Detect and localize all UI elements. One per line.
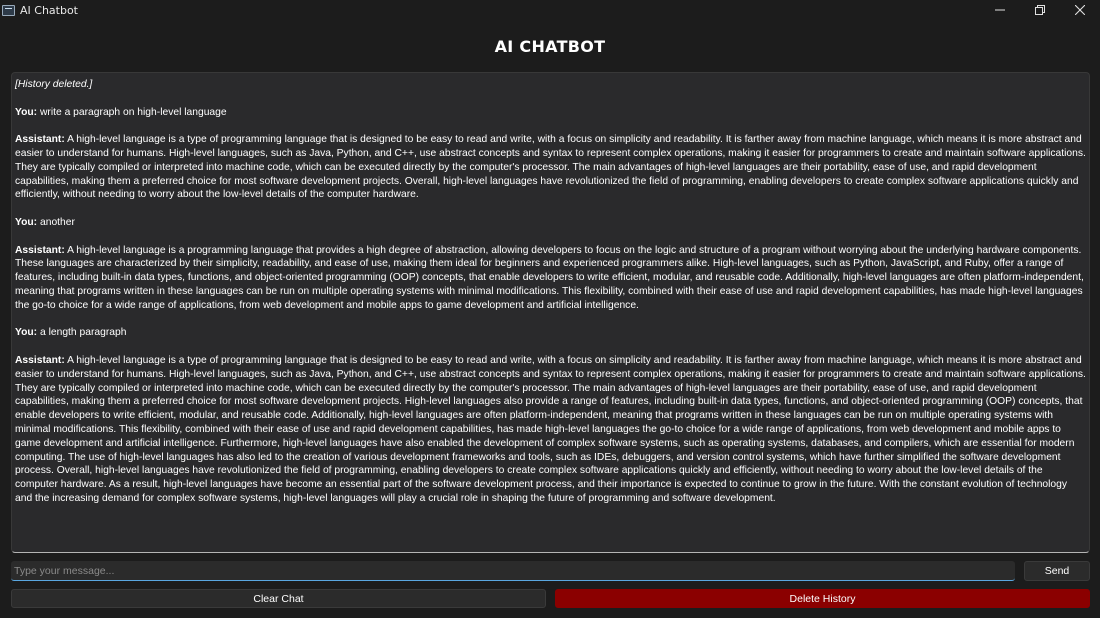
minimize-button[interactable] <box>980 0 1020 20</box>
speaker-label: You: <box>15 106 38 118</box>
minimize-icon <box>995 5 1005 15</box>
chat-message-user <box>15 106 1086 120</box>
app-window-icon <box>2 5 15 16</box>
message-input[interactable] <box>11 561 1015 581</box>
page-title: AI CHATBOT <box>494 37 606 56</box>
message-text: A high-level language is a type of programming language that is designed to be easy to read and write, with a focus on simplicity and readability. It is farther away from machine language, which means it is more abstract and easier to understand for humans. High-level languages, such as Java, Python, and C++, use abstract concepts and syntax to represent complex operations, making it easier for programmers to create and maintain software applications. They are typically compiled or interpreted into machine code, which can be executed directly by the computer's processor. The main advantages of high-level languages are their portability, ease of use, and rapid development capabilities, making them a preferred choice for most software development projects. Overall, high-level languages have revolutionized the field of programming, enabling developers to create complex software applications quickly and efficiently, without needing to worry about the low-level details of the computer hardware. <box>15 134 1086 201</box>
close-icon <box>1075 5 1085 15</box>
message-text: write a paragraph on high-level language <box>37 106 227 118</box>
close-button[interactable] <box>1060 0 1100 20</box>
chat-message-assistant <box>15 133 1086 202</box>
speaker-label: Assistant: <box>15 244 65 256</box>
chat-message-user <box>15 326 1086 340</box>
message-text: another <box>37 216 75 228</box>
chat-message-assistant <box>15 354 1086 506</box>
chat-message-assistant <box>15 244 1086 313</box>
speaker-label: Assistant: <box>15 134 65 146</box>
speaker-label: You: <box>15 216 38 228</box>
window-title: AI Chatbot <box>20 3 78 17</box>
window-controls <box>980 0 1100 20</box>
clear-chat-button[interactable]: Clear Chat <box>11 589 546 608</box>
message-text: A high-level language is a programming language that provides a high degree of abstraction, allowing developers to focus on the logic and structure of a program without worrying about the underlying hardware components. These languages are characterized by their simplicity, readability, and ease of use, making them ideal for beginners and experienced programmers alike. High-level languages, such as Python, JavaScript, and Ruby, offer a range of features, including built-in data types, functions, and object-oriented programming (OOP) concepts, that enable developers to write efficient, modular, and reusable code. Additionally, high-level languages are often platform-independent, meaning that programs written in these languages can be run on multiple operating systems with minimal modifications. This flexibility, combined with their ease of use and rapid development capabilities, has made high-level languages the go-to choice for a wide range of applications, from web development and mobile apps to game development and artificial intelligence. <box>15 244 1084 311</box>
message-input-row <box>11 561 1090 581</box>
maximize-button[interactable] <box>1020 0 1060 20</box>
chat-history[interactable] <box>11 72 1090 553</box>
speaker-label: You: <box>15 327 38 339</box>
maximize-icon <box>1035 5 1045 15</box>
message-text: A high-level language is a type of programming language that is designed to be easy to read and write, with a focus on simplicity and readability. It is farther away from machine language, which means it is more abstract and easier to understand for humans. High-level languages, such as Java, Python, and C++, use abstract concepts and syntax to represent complex operations, making it easier for programmers to create and maintain software applications. They are typically compiled or interpreted into machine code, which can be executed directly by the computer's processor. The main advantages of high-level languages are their portability, ease of use, and rapid development capabilities, making them a preferred choice for most software development projects. High-level languages also provide a range of features, including built-in data types, functions, and object-oriented programming (OOP) concepts, that enable developers to write efficient, modular, and reusable code. Additionally, high-level languages are often platform-independent, meaning that programs written in these languages can be run on multiple operating systems with minimal modifications. This flexibility, combined with their ease of use and rapid development capabilities, has made high-level languages the go-to choice for a wide range of applications, from web development and mobile apps to game development and artificial intelligence. Furthermore, high-level languages have also enabled the development of complex software systems, such as operating systems, databases, and compilers, which are essential for modern computing. The use of high-level languages has also led to the creation of various development frameworks and tools, such as IDEs, debuggers, and version control systems, which have further simplified the software development process. Overall, high-level languages have revolutionized the field of programming, enabling developers to create complex software applications quickly and efficiently, without needing to worry about the low-level details of the computer hardware. As a result, high-level languages have become an essential part of the software development process, and their importance is expected to continue to grow in the future. With the constant evolution of technology and the increasing demand for complex software systems, high-level languages will play a crucial role in shaping the future of programming and software development. <box>15 354 1086 504</box>
send-button[interactable]: Send <box>1024 561 1090 581</box>
delete-history-button[interactable]: Delete History <box>555 589 1090 608</box>
speaker-label: Assistant: <box>15 354 65 366</box>
message-text: a length paragraph <box>37 327 127 339</box>
title-bar <box>0 0 1100 20</box>
system-note: [History deleted.] <box>15 79 93 90</box>
chat-message-user <box>15 216 1086 230</box>
